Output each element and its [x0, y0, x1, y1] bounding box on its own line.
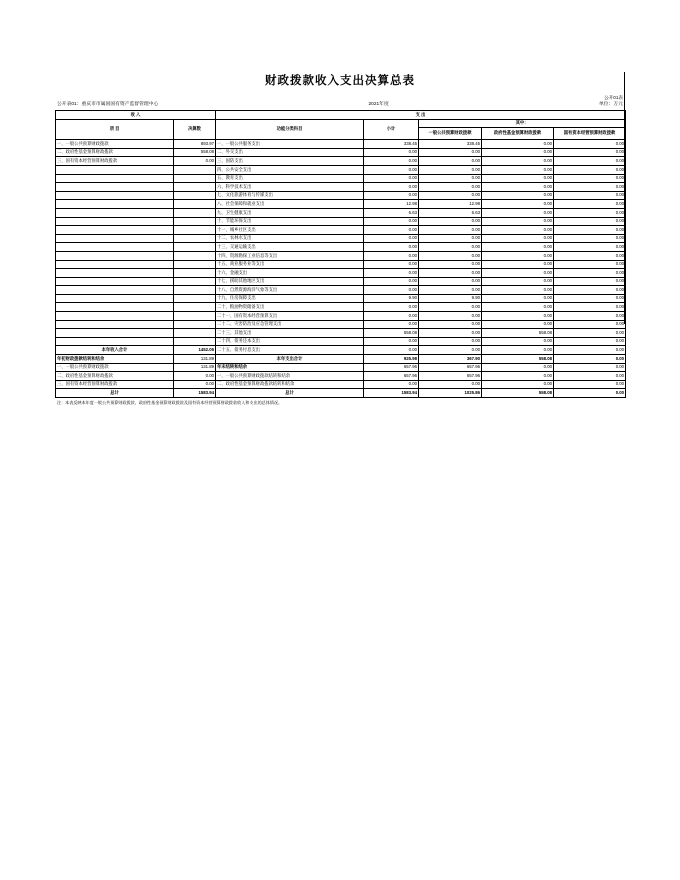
table-row	[56, 165, 626, 174]
expense-capital: 0.00	[554, 234, 626, 243]
yearend-total: 657.96	[364, 372, 419, 381]
expense-item: 十二、农林水支出	[216, 234, 364, 243]
expense-total: 0.00	[364, 174, 419, 183]
income-item-blank	[56, 329, 174, 338]
carryover-row	[56, 372, 626, 381]
yearend-fund: 0.00	[482, 372, 554, 381]
table-row	[56, 286, 626, 295]
expense-item: 二十一、国有资本经营预算支出	[216, 312, 364, 321]
expense-total: 12.98	[364, 200, 419, 209]
expense-fund: 0.00	[482, 140, 554, 149]
income-item	[56, 243, 174, 252]
expense-subtotal-capital: 0.00	[554, 355, 626, 364]
income-subtotal-value: 1452.05	[174, 346, 216, 355]
table-row	[56, 183, 626, 192]
income-amount	[174, 277, 216, 286]
income-amount	[174, 243, 216, 252]
income-amount	[174, 208, 216, 217]
income-item: 一、一般公共预算财政拨款	[56, 140, 174, 149]
expense-capital: 0.00	[554, 200, 626, 209]
total-general-value: 1025.86	[419, 389, 482, 398]
expense-total: 0.00	[364, 148, 419, 157]
subtotal-row	[56, 346, 626, 355]
expense-capital: 0.00	[554, 226, 626, 235]
expense-total: 0.00	[364, 303, 419, 312]
expense-general: 0.00	[419, 312, 482, 321]
expense-fund: 0.00	[482, 217, 554, 226]
yearend-general: 657.96	[419, 363, 482, 372]
expense-fund: 0.00	[482, 312, 554, 321]
expense-capital: 0.00	[554, 303, 626, 312]
income-amount-blank	[174, 337, 216, 346]
table-row	[56, 174, 626, 183]
yearend-label: 年末结转和结余	[216, 363, 364, 372]
table-row	[56, 191, 626, 200]
expense-fund: 0.00	[482, 303, 554, 312]
table-row	[56, 226, 626, 235]
carryover-label: 二、政府性基金预算财政拨款	[56, 372, 174, 381]
income-amount	[174, 174, 216, 183]
income-item: 三、国有资本经营预算财政拨款	[56, 157, 174, 166]
income-amount-blank	[174, 312, 216, 321]
table-row	[56, 234, 626, 243]
expense-fund: 0.00	[482, 174, 554, 183]
expense-item: 八、社会保障和就业支出	[216, 200, 364, 209]
carryover-label: 三、国有资本经营预算财政拨款	[56, 380, 174, 389]
expense-total: 558.08	[364, 329, 419, 338]
income-amount	[174, 251, 216, 260]
expense-fund: 0.00	[482, 165, 554, 174]
table-row	[56, 251, 626, 260]
expense-total: 0.00	[364, 157, 419, 166]
expense-item: 二十四、债务还本支出	[216, 337, 364, 346]
expense-item: 十六、金融支出	[216, 269, 364, 278]
income-item	[56, 277, 174, 286]
yearend-total: 657.96	[364, 363, 419, 372]
income-group-header: 收 入	[56, 111, 216, 120]
expense-item: 十八、自然资源海洋气象等支出	[216, 286, 364, 295]
yearend-capital: 0.00	[554, 372, 626, 381]
col-government-fund-header: 政府性基金预算财政拨款	[482, 128, 554, 140]
income-amount	[174, 191, 216, 200]
expense-fund: 0.00	[482, 183, 554, 192]
expense-fund: 0.00	[482, 294, 554, 303]
fiscal-allocation-table	[55, 110, 626, 398]
total-fund-value: 558.08	[482, 389, 554, 398]
carryover-row	[56, 380, 626, 389]
expense-capital: 0.00	[554, 157, 626, 166]
expense-general: 0.00	[419, 269, 482, 278]
expense-fund: 0.00	[482, 286, 554, 295]
table-row	[56, 243, 626, 252]
income-amount-blank	[174, 329, 216, 338]
yearend-general: 657.96	[419, 372, 482, 381]
yearend-capital: 0.00	[554, 363, 626, 372]
expense-general: 0.00	[419, 303, 482, 312]
expense-capital: 0.00	[554, 286, 626, 295]
income-item	[56, 260, 174, 269]
expense-capital: 0.00	[554, 208, 626, 217]
income-item	[56, 200, 174, 209]
income-amount	[174, 269, 216, 278]
table-row	[56, 148, 626, 157]
income-amount	[174, 183, 216, 192]
total-expense-value: 1583.94	[364, 389, 419, 398]
expense-general: 0.00	[419, 277, 482, 286]
expense-item: 二十、粮油物资储备支出	[216, 303, 364, 312]
carryover-amount: 0.00	[174, 372, 216, 381]
expense-total: 338.45	[364, 140, 419, 149]
table-row	[56, 217, 626, 226]
expense-item: 二十二、灾害防治及应急管理支出	[216, 320, 364, 329]
expense-general: 0.00	[419, 346, 482, 355]
expense-capital: 0.00	[554, 329, 626, 338]
expense-capital: 0.00	[554, 191, 626, 200]
expense-general: 0.00	[419, 260, 482, 269]
expense-fund: 0.00	[482, 277, 554, 286]
income-item	[56, 251, 174, 260]
expense-item: 二十三、其他支出	[216, 329, 364, 338]
expense-total: 0.00	[364, 320, 419, 329]
expense-subtotal-total: 925.98	[364, 355, 419, 364]
yearend-capital: 0.00	[554, 380, 626, 389]
expense-general: 9.90	[419, 294, 482, 303]
expense-group-header: 支 出	[216, 111, 626, 120]
expense-fund: 0.00	[482, 191, 554, 200]
expense-capital: 0.00	[554, 174, 626, 183]
expense-fund: 0.00	[482, 234, 554, 243]
carryover-amount: 131.89	[174, 355, 216, 364]
expense-capital: 0.00	[554, 148, 626, 157]
expense-total: 0.00	[364, 226, 419, 235]
income-amount-header: 决算数	[174, 119, 216, 140]
unit-name-label: 公开表01：重庆市市属国国有资产监督管理中心	[57, 102, 159, 107]
table-row	[56, 208, 626, 217]
amount-unit: 单位：万元	[599, 102, 623, 107]
income-amount	[174, 200, 216, 209]
expense-item: 十五、商业服务业等支出	[216, 260, 364, 269]
table-row	[56, 140, 626, 149]
expense-capital: 0.00	[554, 140, 626, 149]
expense-fund: 0.00	[482, 269, 554, 278]
expense-capital: 0.00	[554, 320, 626, 329]
income-item	[56, 183, 174, 192]
col-state-capital-header: 国有资本经营预算财政拨款	[554, 128, 626, 140]
expense-total: 0.00	[364, 346, 419, 355]
income-item	[56, 269, 174, 278]
expense-general: 0.00	[419, 217, 482, 226]
expense-capital: 0.00	[554, 183, 626, 192]
carryover-label: 年初财政拨款结转和结余	[56, 355, 174, 364]
income-item	[56, 191, 174, 200]
carryover-amount: 131.89	[174, 363, 216, 372]
expense-capital: 0.00	[554, 294, 626, 303]
income-amount: 0.00	[174, 157, 216, 166]
expense-item: 十一、城乡社区支出	[216, 226, 364, 235]
yearend-label: 一、一般公共预算财政拨款结转和结余	[216, 372, 364, 381]
expense-capital: 0.00	[554, 312, 626, 321]
grand-total-row	[56, 389, 626, 398]
yearend-total: 0.00	[364, 380, 419, 389]
table-row	[56, 320, 626, 329]
expense-total: 0.00	[364, 269, 419, 278]
expense-fund: 0.00	[482, 320, 554, 329]
income-item-header: 项 目	[56, 119, 174, 140]
expense-capital: 0.00	[554, 346, 626, 355]
income-item-blank	[56, 320, 174, 329]
total-capital-value: 0.00	[554, 389, 626, 398]
expense-fund: 0.00	[482, 208, 554, 217]
carryover-label: 一、一般公共预算财政拨款	[56, 363, 174, 372]
expense-total-header: 小计	[364, 119, 419, 140]
total-expense-label: 总计	[216, 389, 364, 398]
expense-total: 0.00	[364, 217, 419, 226]
expense-item: 十三、交通运输支出	[216, 243, 364, 252]
expense-total: 0.00	[364, 251, 419, 260]
total-income-value: 1583.94	[174, 389, 216, 398]
income-amount	[174, 286, 216, 295]
table-note: 注：本表反映本年度一般公共预算财政拨款、政府性基金预算财政拨款及国有资本经营预算财政拨款收入和支出的总体情况。	[57, 400, 283, 405]
expense-capital: 0.00	[554, 337, 626, 346]
expense-capital: 0.00	[554, 243, 626, 252]
table-row	[56, 200, 626, 209]
income-amount-blank	[174, 320, 216, 329]
income-item	[56, 303, 174, 312]
expense-fund: 0.00	[482, 157, 554, 166]
income-subtotal-label: 本年收入合计	[56, 346, 174, 355]
fiscal-year: 2021年度	[368, 102, 389, 107]
expense-general: 0.00	[419, 337, 482, 346]
expense-subtotal-label: 本年支出合计	[216, 355, 364, 364]
expense-total: 0.00	[364, 191, 419, 200]
expense-sub-group-header: 其中：	[419, 119, 626, 128]
expense-item: 二十五、债务付息支出	[216, 346, 364, 355]
income-item-blank	[56, 312, 174, 321]
income-amount	[174, 234, 216, 243]
expense-fund: 558.08	[482, 329, 554, 338]
carryover-row	[56, 363, 626, 372]
expense-item: 十七、援助其他地区支出	[216, 277, 364, 286]
expense-general: 0.00	[419, 174, 482, 183]
expense-subtotal-fund: 558.08	[482, 355, 554, 364]
table-number-row	[55, 94, 625, 101]
table-row	[56, 157, 626, 166]
expense-general: 0.00	[419, 157, 482, 166]
table-row	[56, 277, 626, 286]
table-row	[56, 329, 626, 338]
expense-total: 6.63	[364, 208, 419, 217]
expense-total: 0.00	[364, 337, 419, 346]
expense-general: 0.00	[419, 183, 482, 192]
col-general-budget-header: 一般公共预算财政拨款	[419, 128, 482, 140]
income-amount	[174, 226, 216, 235]
expense-fund: 0.00	[482, 243, 554, 252]
expense-general: 0.00	[419, 329, 482, 338]
expense-item: 五、教育支出	[216, 174, 364, 183]
carryover-amount: 0.00	[174, 380, 216, 389]
header-sub-row-1	[56, 119, 626, 128]
expense-fund: 0.00	[482, 251, 554, 260]
expense-item-header: 功能分类科目	[216, 119, 364, 140]
expense-item: 十九、住房保障支出	[216, 294, 364, 303]
expense-general: 0.00	[419, 243, 482, 252]
expense-capital: 0.00	[554, 277, 626, 286]
income-item	[56, 208, 174, 217]
income-item: 二、政府性基金预算财政拨款	[56, 148, 174, 157]
table-row	[56, 260, 626, 269]
income-item-blank	[56, 337, 174, 346]
meta-row	[55, 101, 625, 110]
income-amount	[174, 165, 216, 174]
expense-item: 七、文化旅游体育与传媒支出	[216, 191, 364, 200]
expense-general: 0.00	[419, 234, 482, 243]
yearend-fund: 0.00	[482, 363, 554, 372]
expense-capital: 0.00	[554, 260, 626, 269]
expense-total: 0.00	[364, 165, 419, 174]
expense-general: 0.00	[419, 226, 482, 235]
expense-total: 0.00	[364, 260, 419, 269]
expense-general: 0.00	[419, 165, 482, 174]
expense-total: 0.00	[364, 234, 419, 243]
page-title: 财政拨款收入支出决算总表	[265, 75, 415, 87]
table-row	[56, 303, 626, 312]
expense-item: 一、一般公共服务支出	[216, 140, 364, 149]
report-sheet	[55, 62, 625, 406]
header-group-row	[56, 111, 626, 120]
expense-general: 0.00	[419, 148, 482, 157]
income-item	[56, 226, 174, 235]
expense-general: 0.00	[419, 320, 482, 329]
expense-item: 十四、资源勘探工业信息等支出	[216, 251, 364, 260]
expense-item: 十、节能环保支出	[216, 217, 364, 226]
expense-total: 0.00	[364, 243, 419, 252]
expense-capital: 0.00	[554, 269, 626, 278]
income-item	[56, 286, 174, 295]
expense-fund: 0.00	[482, 337, 554, 346]
expense-item: 三、国防支出	[216, 157, 364, 166]
expense-general: 0.00	[419, 251, 482, 260]
income-amount: 893.97	[174, 140, 216, 149]
income-item	[56, 165, 174, 174]
income-amount	[174, 217, 216, 226]
income-item	[56, 174, 174, 183]
income-item	[56, 234, 174, 243]
carryover-row	[56, 355, 626, 364]
expense-general: 0.00	[419, 286, 482, 295]
table-row	[56, 337, 626, 346]
expense-total: 0.00	[364, 277, 419, 286]
income-amount: 558.08	[174, 148, 216, 157]
expense-capital: 0.00	[554, 217, 626, 226]
expense-total: 0.00	[364, 183, 419, 192]
expense-general: 6.63	[419, 208, 482, 217]
expense-total: 9.90	[364, 294, 419, 303]
expense-fund: 0.00	[482, 148, 554, 157]
expense-subtotal-general: 367.90	[419, 355, 482, 364]
income-amount	[174, 260, 216, 269]
expense-item: 二、外交支出	[216, 148, 364, 157]
expense-item: 六、科学技术支出	[216, 183, 364, 192]
expense-fund: 0.00	[482, 346, 554, 355]
expense-capital: 0.00	[554, 165, 626, 174]
expense-general: 12.98	[419, 200, 482, 209]
expense-fund: 0.00	[482, 260, 554, 269]
table-row	[56, 312, 626, 321]
expense-capital: 0.00	[554, 251, 626, 260]
expense-total: 0.00	[364, 286, 419, 295]
yearend-fund: 0.00	[482, 380, 554, 389]
expense-total: 0.00	[364, 312, 419, 321]
income-item	[56, 294, 174, 303]
expense-item: 九、卫生健康支出	[216, 208, 364, 217]
expense-fund: 0.00	[482, 226, 554, 235]
income-amount	[174, 303, 216, 312]
expense-fund: 0.00	[482, 200, 554, 209]
income-amount	[174, 294, 216, 303]
income-item	[56, 217, 174, 226]
total-income-label: 总计	[56, 389, 174, 398]
table-row	[56, 294, 626, 303]
table-row	[56, 269, 626, 278]
expense-general: 338.45	[419, 140, 482, 149]
expense-general: 0.00	[419, 191, 482, 200]
expense-item: 四、公共安全支出	[216, 165, 364, 174]
table-number: 公开01表	[604, 95, 623, 100]
yearend-label: 二、政府性基金预算财政拨款结转和结余	[216, 380, 364, 389]
yearend-general: 0.00	[419, 380, 482, 389]
